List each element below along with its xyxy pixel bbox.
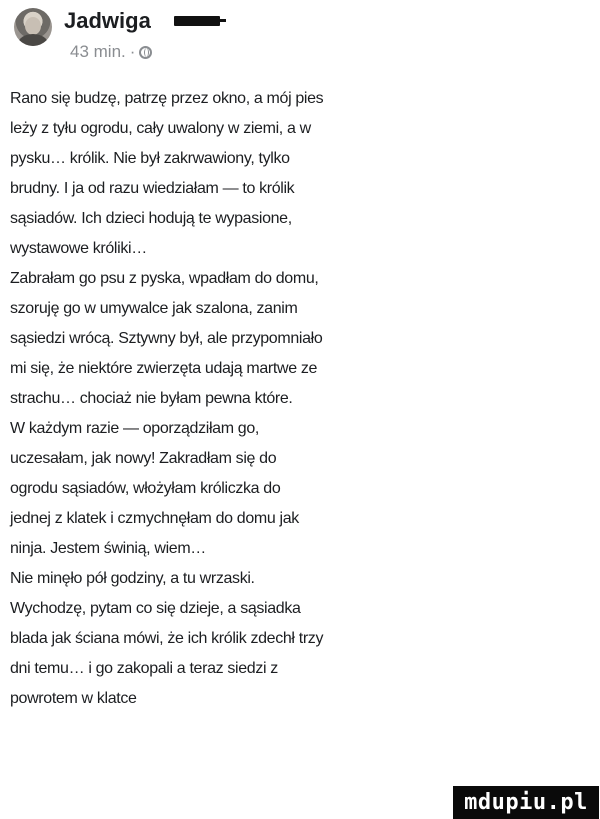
post-text-line: mi się, że niektóre zwierzęta udają martwe ze bbox=[10, 360, 318, 377]
post-text-line: dni temu… i go zakopali a teraz siedzi z bbox=[10, 660, 278, 677]
post-text-line: wystawowe króliki… bbox=[10, 240, 147, 257]
post-text-line: sąsiedzi wrócą. Sztywny był, ale przypomniało bbox=[10, 330, 323, 347]
globe-icon bbox=[139, 46, 152, 59]
author-name[interactable]: Jadwiga bbox=[64, 8, 151, 33]
post-text bbox=[10, 84, 594, 714]
author-avatar[interactable] bbox=[14, 8, 52, 46]
post-time[interactable]: 43 min. bbox=[70, 42, 126, 61]
post-text-line: strachu… chociaż nie byłam pewna które. bbox=[10, 390, 293, 407]
post-text-line: jednej z klatek i czmychnęłam do domu jak bbox=[10, 510, 299, 527]
post-text-line: Rano się budzę, patrzę przez okno, a mój pies bbox=[10, 90, 324, 107]
site-watermark: mdupiu.pl bbox=[453, 786, 599, 819]
meta-separator: · bbox=[129, 42, 136, 61]
post-text-line: uczesałam, jak nowy! Zakradłam się do bbox=[10, 450, 277, 467]
avatar-shoulders bbox=[18, 34, 48, 46]
post-text-line: ogrodu sąsiadów, włożyłam króliczka do bbox=[10, 480, 281, 497]
avatar-face bbox=[25, 17, 41, 35]
post-text-line: Nie minęło pół godziny, a tu wrzaski. bbox=[10, 570, 255, 587]
post-text-line: powrotem w klatce bbox=[10, 690, 137, 707]
post-text-line: W każdym razie — oporządziłam go, bbox=[10, 420, 259, 437]
post-meta bbox=[70, 42, 152, 62]
post-text-line: Zabrałam go psu z pyska, wpadłam do domu, bbox=[10, 270, 319, 287]
post-text-line: leży z tyłu ogrodu, cały uwalony w ziemi, a w bbox=[10, 120, 311, 137]
post-text-line: brudny. I ja od razu wiedziałam — to królik bbox=[10, 180, 295, 197]
post-text-line: sąsiadów. Ich dzieci hodują te wypasione, bbox=[10, 210, 292, 227]
post-text-line: pysku… królik. Nie był zakrwawiony, tylko bbox=[10, 150, 290, 167]
post-text-line: ninja. Jestem świnią, wiem… bbox=[10, 540, 206, 557]
censored-surname bbox=[174, 16, 220, 26]
post-text-line: szoruję go w umywalce jak szalona, zanim bbox=[10, 300, 298, 317]
post-header bbox=[14, 6, 574, 64]
post-text-line: Wychodzę, pytam co się dzieje, a sąsiadka bbox=[10, 600, 301, 617]
post-text-line: blada jak ściana mówi, że ich królik zdechł trzy bbox=[10, 630, 324, 647]
